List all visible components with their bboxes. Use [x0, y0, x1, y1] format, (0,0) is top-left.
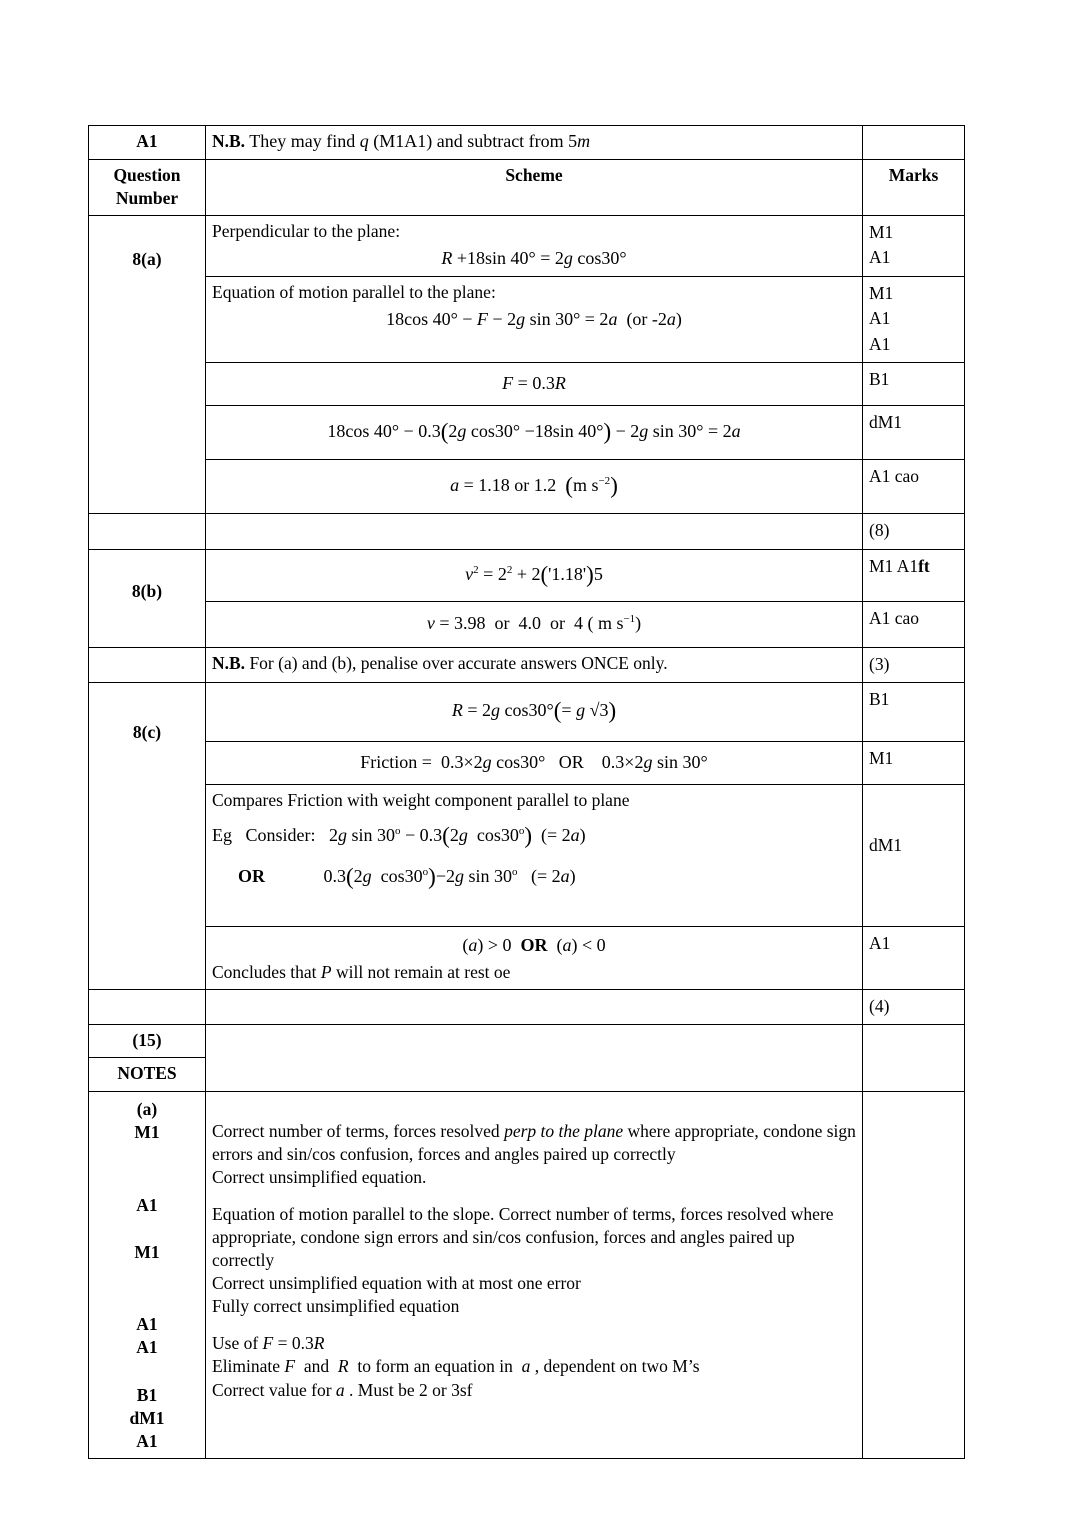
scheme-equation: v = 3.98 or 4.0 or 4 ( m $s^{-1}$): [426, 613, 642, 634]
mark-code: dM1: [869, 411, 903, 432]
question-number-8c: [89, 683, 206, 990]
table-row: [89, 362, 965, 405]
table-row: [89, 460, 965, 514]
scheme-cell: [206, 785, 863, 927]
marks-total-cell: [863, 990, 965, 1025]
header-scheme: Scheme: [206, 159, 863, 215]
scheme-cell: [206, 741, 863, 785]
marks-cell: [863, 215, 965, 276]
table-row: [89, 602, 965, 648]
marks-cell: [863, 460, 965, 514]
table-row: [89, 215, 965, 276]
scheme-cell: [206, 276, 863, 362]
table-row: [89, 990, 965, 1025]
scheme-text: Concludes that P will not remain at rest oe: [212, 961, 511, 982]
note-text: Eliminate F and R to form an equation in a , dependent on two M’s: [212, 1356, 700, 1377]
marks-total-cell: [863, 514, 965, 549]
header-marks: Marks: [863, 159, 965, 215]
mark-subtotal: (4): [869, 996, 890, 1016]
top-note-body: They may find q (M1A1) and subtract from 5m: [245, 131, 591, 151]
scheme-cell: [206, 460, 863, 514]
header-qn-line1: Question: [113, 164, 181, 185]
marks-cell: [863, 362, 965, 405]
mark-code: dM1: [869, 835, 903, 856]
top-note-text: [206, 126, 863, 160]
mark-code: B1: [869, 368, 890, 389]
scheme-cell: [206, 362, 863, 405]
total-marks-cell: (15): [89, 1025, 206, 1058]
mark-code: B1: [869, 689, 890, 710]
marks-cell: [863, 785, 965, 927]
note-text: Correct number of terms, forces resolved perp to the plane where appropriate, condone sign errors and sin/cos confusion, forces and angles paired up correctly: [212, 1120, 856, 1164]
mark-code: M1 A1ft: [869, 555, 930, 576]
note-mark: A1: [136, 1431, 158, 1452]
mark-code: M1: [869, 221, 894, 242]
header-qn-line2: Number: [115, 187, 179, 208]
table-row: [89, 549, 965, 601]
table-row: [89, 647, 965, 682]
table-row: [89, 514, 965, 549]
note-mark: M1: [134, 1121, 160, 1142]
table-row: [89, 683, 965, 741]
mark-code: A1: [869, 247, 891, 268]
marks-cell: [863, 683, 965, 741]
top-note-mark: A1: [89, 126, 206, 160]
notes-text-column: [206, 1091, 863, 1459]
question-label: 8(c): [132, 722, 162, 743]
scheme-equation: a = 1.18 or 1.2 (m $s^{-2}$): [450, 473, 618, 499]
scheme-cell: [206, 927, 863, 990]
note-mark: dM1: [129, 1408, 165, 1429]
notes-gap: [212, 1318, 856, 1332]
top-note-table: [88, 125, 965, 160]
scheme-note: N.B. For (a) and (b), penalise over accurate answers ONCE only.: [212, 652, 668, 673]
scheme-cell: [206, 647, 863, 682]
notes-mark-column: [89, 1091, 206, 1459]
question-number-8a: [89, 215, 206, 513]
note-text: Correct value for a . Must be 2 or 3sf: [212, 1379, 473, 1400]
table-row: [89, 785, 965, 927]
scheme-equation-alt: OR 0.3(2g $\cos 30^o)-2g$ sin 30$^o$ (= 2a): [238, 863, 576, 889]
table-row: [89, 741, 965, 785]
table-row: [89, 126, 965, 160]
mark-code: M1: [869, 747, 894, 768]
mark-code: A1 cao: [869, 466, 920, 487]
note-mark: M1: [134, 1241, 160, 1262]
scheme-text: Perpendicular to the plane:: [212, 220, 401, 241]
note-text: Correct unsimplified equation with at most one error: [212, 1273, 581, 1294]
scheme-equation: R +18sin 40° = 2g cos30°: [441, 248, 627, 269]
note-mark: B1: [136, 1385, 158, 1406]
note-text: Correct unsimplified equation.: [212, 1166, 427, 1187]
notes-gap: [212, 1189, 856, 1203]
mark-scheme-page: [88, 125, 964, 1459]
notes-part-label: (a): [136, 1098, 158, 1119]
top-note-marks-blank: [863, 126, 965, 160]
notes-marks-blank: [863, 1091, 965, 1459]
header-question-number: [89, 159, 206, 215]
empty-qn-cell: [89, 990, 206, 1025]
scheme-cell: [206, 683, 863, 741]
note-mark: A1: [136, 1194, 158, 1215]
scheme-equation: 18cos 40° − 0.3(2g cos30° −18sin 40°) − 2g sin 30° = 2a: [327, 418, 741, 444]
table-row-notes: [89, 1091, 965, 1459]
question-label: 8(b): [131, 580, 163, 601]
empty-qn-cell: [89, 514, 206, 549]
table-row: [89, 276, 965, 362]
notes-spacer-marks: [863, 1025, 965, 1091]
scheme-cell: [206, 549, 863, 601]
scheme-equation: 18cos 40° − F − 2g sin 30° = 2a (or -2a): [386, 308, 682, 329]
marks-total-cell: [863, 647, 965, 682]
scheme-cell: [206, 602, 863, 648]
notes-spacer-cell: [206, 1025, 863, 1091]
empty-scheme-cell: [206, 514, 863, 549]
notes-header: NOTES: [89, 1058, 206, 1091]
mark-code: M1: [869, 282, 894, 303]
scheme-text: Compares Friction with weight component parallel to plane: [212, 790, 630, 811]
empty-scheme-cell: [206, 990, 863, 1025]
table-row: [89, 1025, 965, 1058]
marks-cell: [863, 549, 965, 601]
note-mark: A1: [136, 1313, 158, 1334]
scheme-equation: Friction = 0.3×2g cos30° OR 0.3×2g sin 30°: [360, 751, 708, 772]
scheme-text: Equation of motion parallel to the plane:: [212, 281, 496, 302]
table-row: [89, 927, 965, 990]
mark-code: A1 cao: [869, 608, 920, 629]
note-mark: A1: [136, 1337, 158, 1358]
table-row: [89, 405, 965, 459]
marks-cell: [863, 405, 965, 459]
note-text: Use of F = 0.3R: [212, 1333, 325, 1354]
mark-code: A1: [869, 308, 891, 329]
table-header-row: [89, 159, 965, 215]
scheme-equation: F = 0.3R: [502, 372, 566, 393]
scheme-equation: Eg Consider: 2g $\sin 30^o - 0.3(2g$ cos30$^o$) (= 2a): [212, 823, 586, 849]
top-note-nb: N.B.: [212, 131, 246, 151]
marks-cell: [863, 927, 965, 990]
scheme-equation: $v^2 = 2^2 + 2('1.18')5$: [465, 561, 603, 587]
mark-subtotal: (8): [869, 520, 890, 541]
scheme-cell: [206, 215, 863, 276]
mark-subtotal: (3): [869, 653, 890, 674]
mark-code: A1: [869, 933, 891, 954]
note-text: Equation of motion parallel to the slope. Correct number of terms, forces resolved where appropriate, condone sign errors and sin/cos confusion, forces and angles paired up correctly: [212, 1203, 834, 1271]
marks-cell: [863, 602, 965, 648]
marks-cell: [863, 741, 965, 785]
scheme-equation: R = 2g cos30°(= g √3): [451, 698, 617, 724]
marks-cell: [863, 276, 965, 362]
scheme-equation: (a) > 0 OR (a) < 0: [462, 935, 606, 956]
question-number-8b: [89, 549, 206, 647]
question-label: 8(a): [132, 248, 162, 269]
mark-scheme-table: [88, 159, 965, 1460]
scheme-cell: [206, 405, 863, 459]
empty-qn-cell: [89, 647, 206, 682]
mark-code: A1: [869, 333, 891, 354]
note-text: Fully correct unsimplified equation: [212, 1296, 460, 1317]
